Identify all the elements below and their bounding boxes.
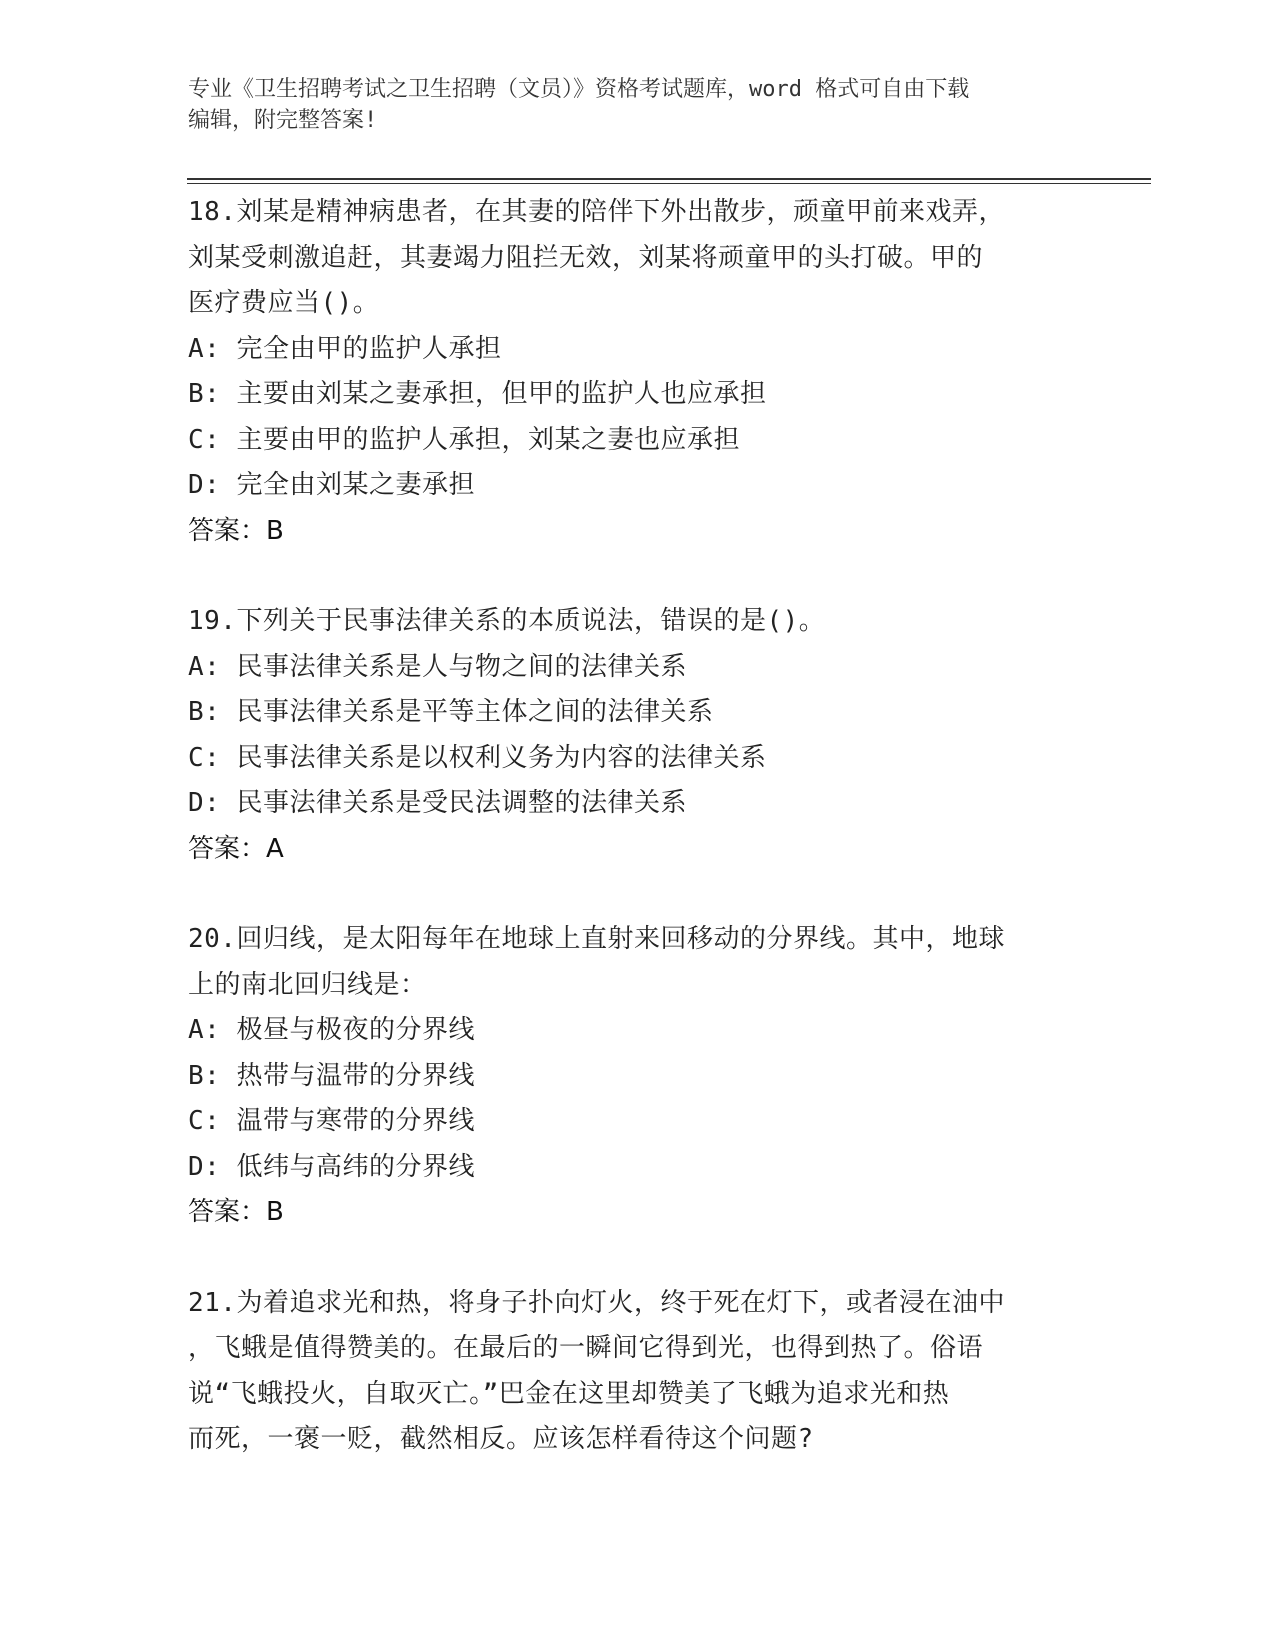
question-stem-line: 上的南北回归线是： [188, 969, 427, 1000]
option-a: A: 完全由甲的监护人承担 [188, 333, 502, 364]
option-a: A: 极昼与极夜的分界线 [188, 1015, 475, 1045]
question-stem-line: 刘某受刺激追赶，其妻竭力阻拦无效，刘某将顽童甲的头打破。甲的 [188, 242, 984, 273]
question-21 [188, 1281, 1088, 1463]
option-c: C: 主要由甲的监护人承担，刘某之妻也应承担 [188, 424, 740, 455]
header-line-1: 专业《卫生招聘考试之卫生招聘（文员）》资格考试题库，word 格式可自由下载 [188, 77, 970, 102]
question-stem-line: 说“飞蛾投火，自取灭亡。”巴金在这里却赞美了飞蛾为追求光和热 [188, 1378, 950, 1409]
option-a: A: 民事法律关系是人与物之间的法律关系 [188, 651, 687, 682]
question-stem-line: 而死，一褒一贬，截然相反。应该怎样看待这个问题? [188, 1424, 814, 1454]
question-stem-line: 21.为着追求光和热，将身子扑向灯火，终于死在灯下，或者浸在油中 [188, 1287, 1005, 1318]
option-b: B: 热带与温带的分界线 [188, 1060, 475, 1091]
question-stem-line: 20.回归线，是太阳每年在地球上直射来回移动的分界线。其中，地球 [188, 924, 1005, 954]
question-18 [188, 190, 1088, 554]
header-divider-thin [187, 183, 1151, 184]
question-stem-line: ，飞蛾是值得赞美的。在最后的一瞬间它得到光，也得到热了。俗语 [188, 1333, 984, 1363]
option-c: C: 温带与寒带的分界线 [188, 1106, 475, 1136]
answer-label: 答案：A [188, 833, 284, 864]
page-header [188, 74, 1088, 136]
option-b: B: 民事法律关系是平等主体之间的法律关系 [188, 697, 714, 727]
question-19 [188, 599, 1088, 872]
question-list [188, 190, 1088, 1508]
option-d: D: 完全由刘某之妻承担 [188, 470, 475, 500]
option-d: D: 民事法律关系是受民法调整的法律关系 [188, 788, 687, 818]
answer-label: 答案：B [188, 515, 284, 546]
header-divider-thick [187, 178, 1151, 180]
question-stem-line: 18.刘某是精神病患者，在其妻的陪伴下外出散步，顽童甲前来戏弄， [188, 197, 1005, 227]
option-d: D: 低纬与高纬的分界线 [188, 1151, 475, 1182]
question-stem-line: 医疗费应当()。 [188, 288, 380, 318]
option-c: C: 民事法律关系是以权利义务为内容的法律关系 [188, 742, 767, 773]
question-20 [188, 917, 1088, 1236]
option-b: B: 主要由刘某之妻承担，但甲的监护人也应承担 [188, 379, 767, 409]
header-line-2: 编辑，附完整答案! [188, 108, 378, 133]
answer-label: 答案：B [188, 1197, 284, 1227]
question-stem-line: 19.下列关于民事法律关系的本质说法，错误的是()。 [188, 606, 826, 636]
